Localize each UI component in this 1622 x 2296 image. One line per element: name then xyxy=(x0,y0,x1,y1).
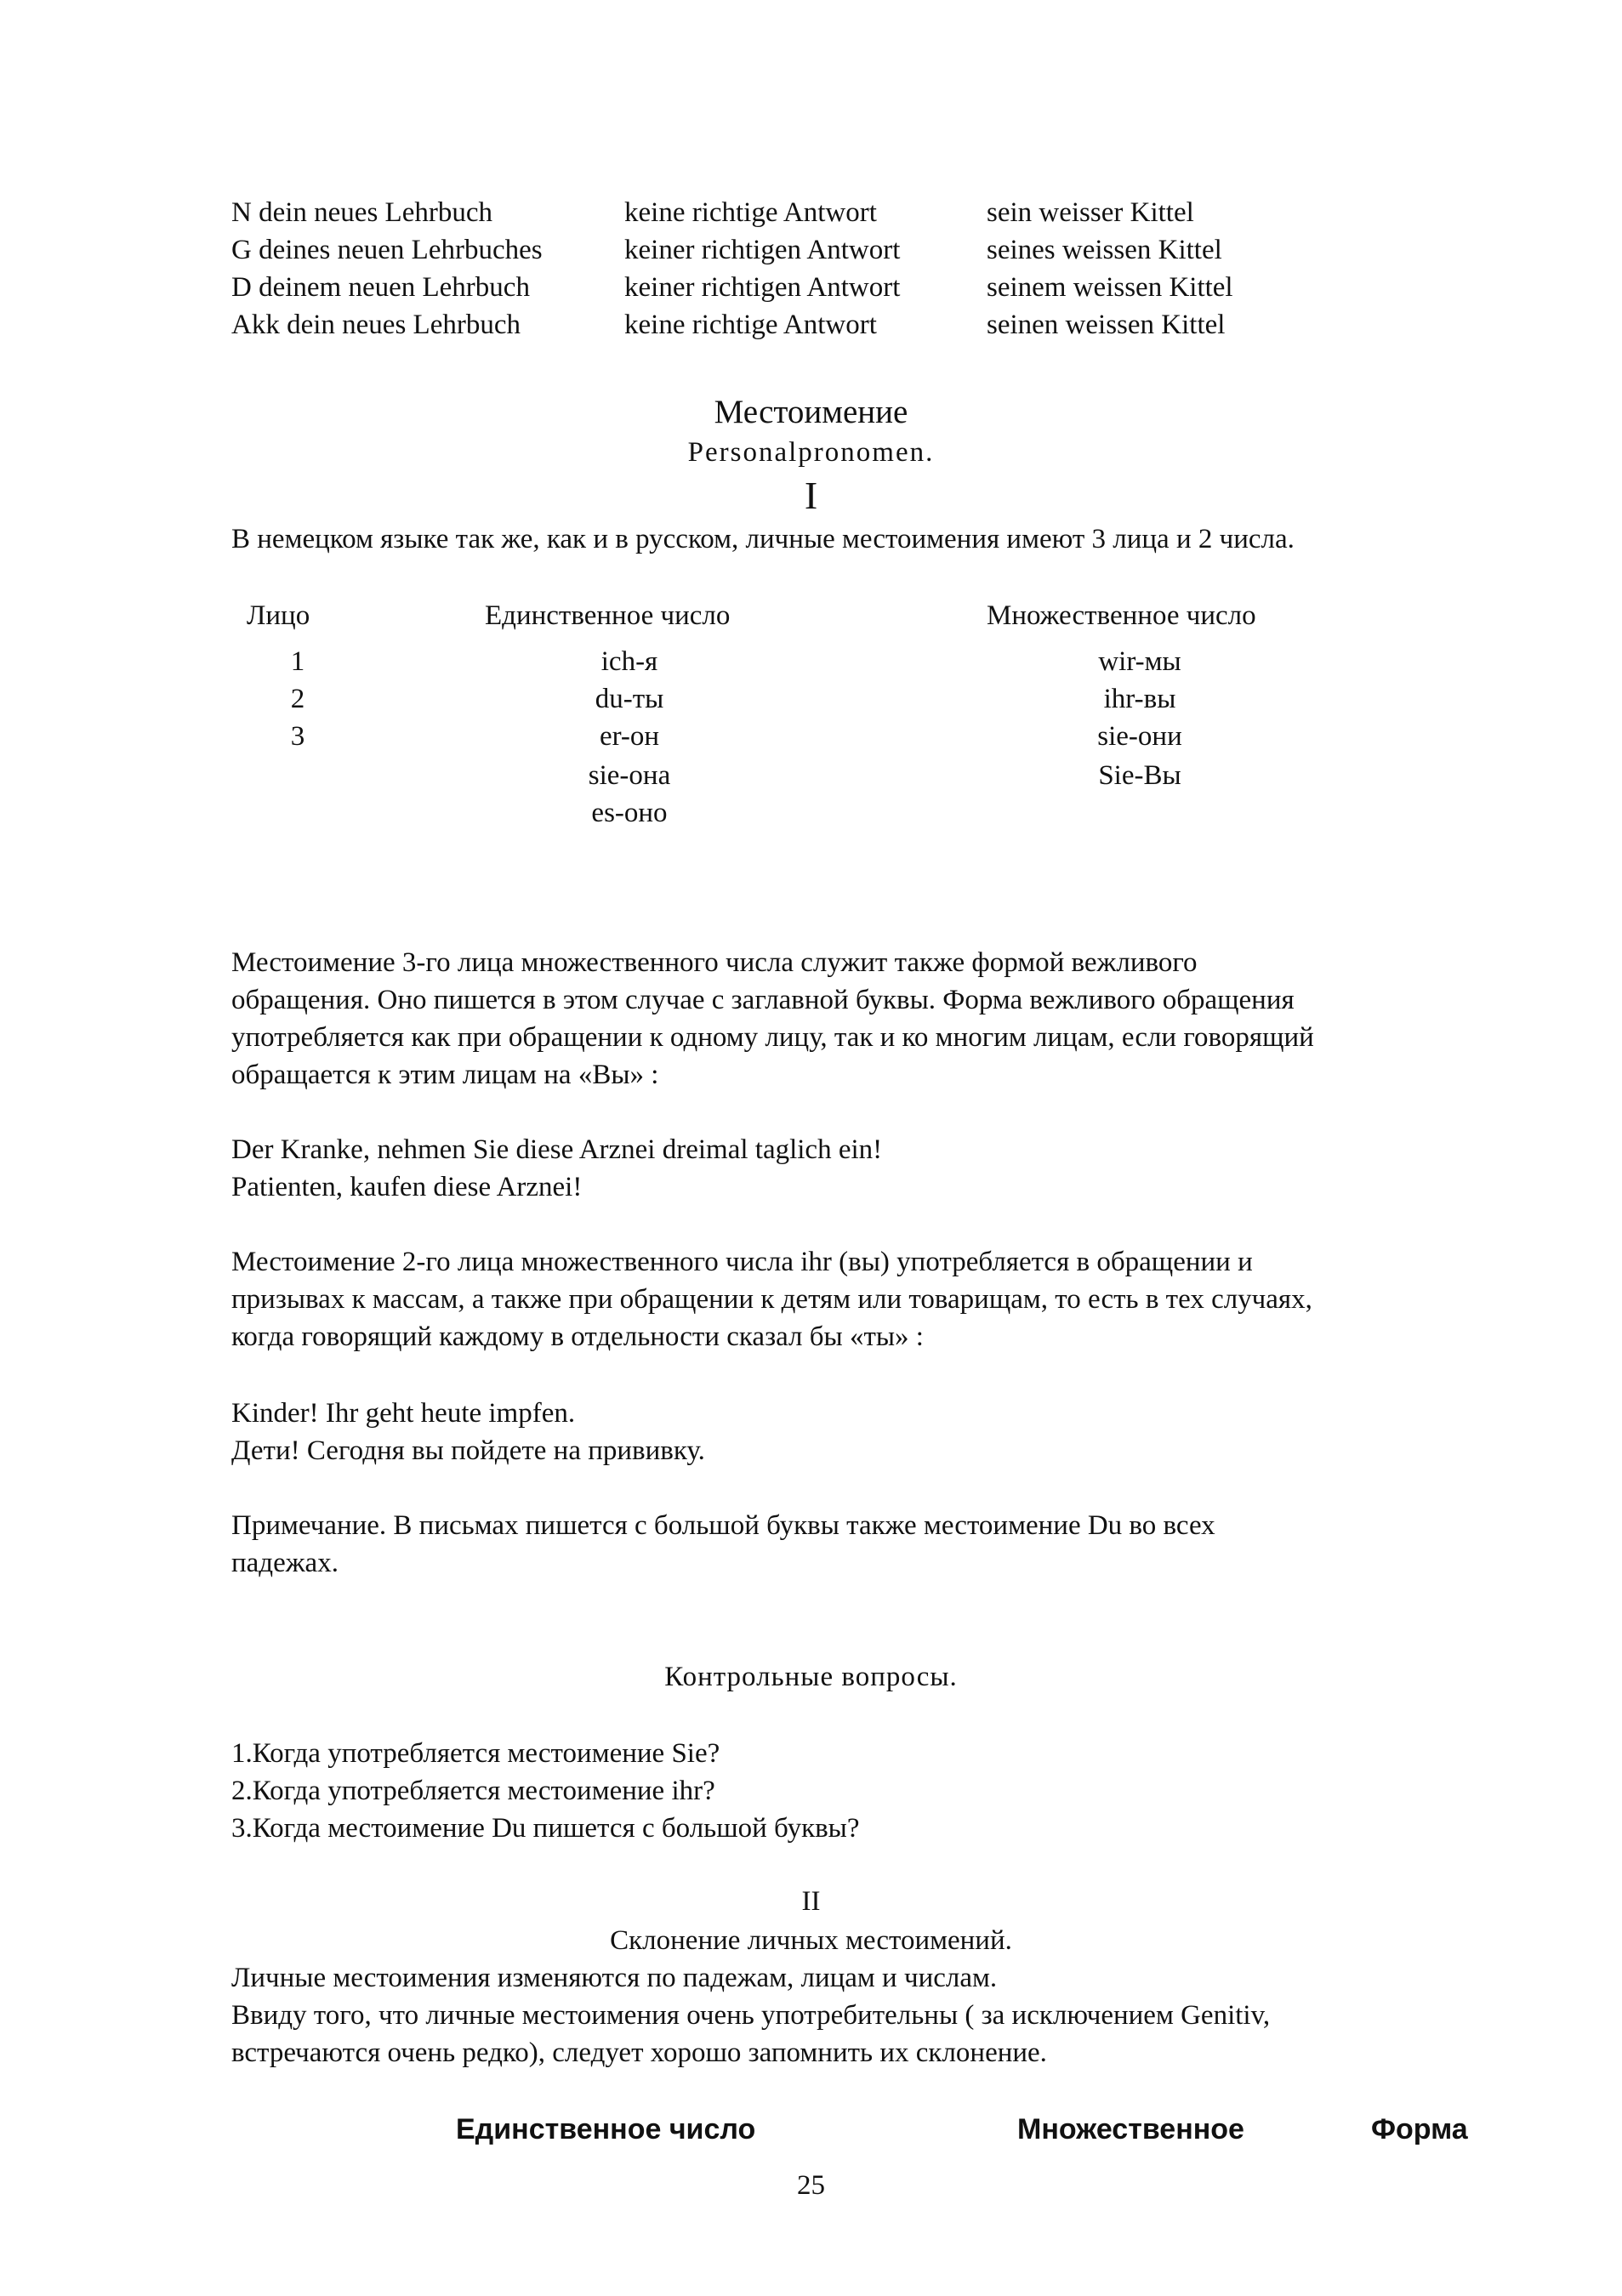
intro-text: В немецком языке так же, как и в русском, личные местоимения имеют 3 лица и 2 числа. xyxy=(231,524,1295,554)
question-item: 2.Когда употребляется местоимение ihr? xyxy=(231,1776,715,1806)
note-paragraph xyxy=(231,1507,1524,1582)
singular-pronoun: ich-я xyxy=(600,646,658,677)
declension-cell: keiner richtigen Antwort xyxy=(624,272,901,303)
control-questions-title: Контрольные вопросы. xyxy=(664,1662,958,1692)
section-roman-numeral: I xyxy=(804,474,818,517)
table-header-singular: Единственное число xyxy=(456,2113,756,2145)
paragraph-line: Местоимение 2-го лица множественного числа ihr (вы) употребляется в обращении и xyxy=(231,1247,1253,1277)
section-subtitle: Personalpronomen. xyxy=(687,437,935,468)
note-line: падежах. xyxy=(231,1548,339,1578)
declension-cell: Akk dein neues Lehrbuch xyxy=(231,310,521,340)
declension-cell: G deines neuen Lehrbuches xyxy=(231,235,543,265)
singular-pronoun: er-он xyxy=(599,721,660,752)
plural-pronoun: ihr-вы xyxy=(1103,684,1176,714)
person-number: 2 xyxy=(290,684,305,714)
declension-cell: keiner richtigen Antwort xyxy=(624,235,901,265)
singular-pronoun: es-оно xyxy=(591,798,668,828)
question-item: 3.Когда местоимение Du пишется с большой буквы? xyxy=(231,1813,860,1844)
paragraph-line: Ввиду того, что личные местоимения очень употребительны ( за исключением Genitiv, xyxy=(231,2000,1271,2031)
example-line: Kinder! Ihr geht heute impfen. xyxy=(231,1398,576,1429)
singular-pronoun: du-ты xyxy=(595,684,664,714)
plural-pronoun: Sie-Вы xyxy=(1098,760,1181,791)
declension-row xyxy=(231,269,1507,306)
declension-cell: seines weissen Kittel xyxy=(987,235,1222,265)
declension-cell: keine richtige Antwort xyxy=(624,310,877,340)
section-roman-numeral: II xyxy=(801,1886,821,1917)
paragraph-line: обращения. Оно пишется в этом случае с заглавной буквы. Форма вежливого обращения xyxy=(231,985,1295,1015)
person-number: 3 xyxy=(290,721,305,752)
example-ihr xyxy=(231,1395,1524,1469)
declension-cell: keine richtige Antwort xyxy=(624,197,877,228)
paragraph-line: Личные местоимения изменяются по падежам, лицам и числам. xyxy=(231,1963,998,1993)
section-title: Склонение личных местоимений. xyxy=(610,1925,1012,1956)
paragraph-line: встречаются очень редко), следует хорошо запомнить их склонение. xyxy=(231,2037,1047,2068)
declension-row xyxy=(231,306,1507,344)
paragraph-ihr-form xyxy=(231,1243,1524,1355)
control-questions-list xyxy=(231,1735,1524,1847)
section-title: Местоимение xyxy=(714,394,908,430)
paragraph-line: призывах к массам, а также при обращении к детям или товарищам, то есть в тех случаях, xyxy=(231,1284,1312,1315)
example-line: Дети! Сегодня вы пойдете на прививку. xyxy=(231,1435,705,1466)
example-line: Patienten, kaufen diese Arznei! xyxy=(231,1172,583,1202)
plural-pronoun: sie-они xyxy=(1097,721,1182,752)
declension-cell: D deinem neuen Lehrbuch xyxy=(231,272,530,303)
paragraph-polite-form xyxy=(231,944,1524,1094)
paragraph-line: обращается к этим лицам на «Вы» : xyxy=(231,1060,659,1090)
note-line: Примечание. В письмах пишется с большой буквы также местоимение Du во всех xyxy=(231,1510,1215,1541)
singular-pronoun: sie-она xyxy=(588,760,671,791)
example-polite xyxy=(231,1131,1524,1206)
header-plural: Множественное число xyxy=(987,600,1256,631)
paragraph-line: Местоимение 3-го лица множественного числа служит также формой вежливого xyxy=(231,947,1198,978)
example-line: Der Kranke, nehmen Sie diese Arznei dreimal taglich ein! xyxy=(231,1134,883,1165)
page-number: 25 xyxy=(797,2170,825,2201)
header-person: Лицо xyxy=(247,600,310,631)
table-header-plural: Множественное xyxy=(1017,2113,1244,2145)
declension-row xyxy=(231,231,1507,269)
paragraph-line: когда говорящий каждому в отдельности сказал бы «ты» : xyxy=(231,1321,924,1352)
person-number: 1 xyxy=(290,646,305,677)
section2-text xyxy=(231,1959,1524,2072)
declension-cell: sein weisser Kittel xyxy=(987,197,1194,228)
question-item: 1.Когда употребляется местоимение Sie? xyxy=(231,1738,720,1769)
declension-cell: seinem weissen Kittel xyxy=(987,272,1233,303)
paragraph-line: употребляется как при обращении к одному лицу, так и ко многим лицам, если говорящий xyxy=(231,1022,1314,1053)
declension-cell: N dein neues Lehrbuch xyxy=(231,197,492,228)
declension-row xyxy=(231,194,1507,231)
declension-cell: seinen weissen Kittel xyxy=(987,310,1226,340)
header-singular: Единственное число xyxy=(485,600,731,631)
table-header-form: Форма xyxy=(1371,2113,1468,2145)
plural-pronoun: wir-мы xyxy=(1098,646,1181,677)
